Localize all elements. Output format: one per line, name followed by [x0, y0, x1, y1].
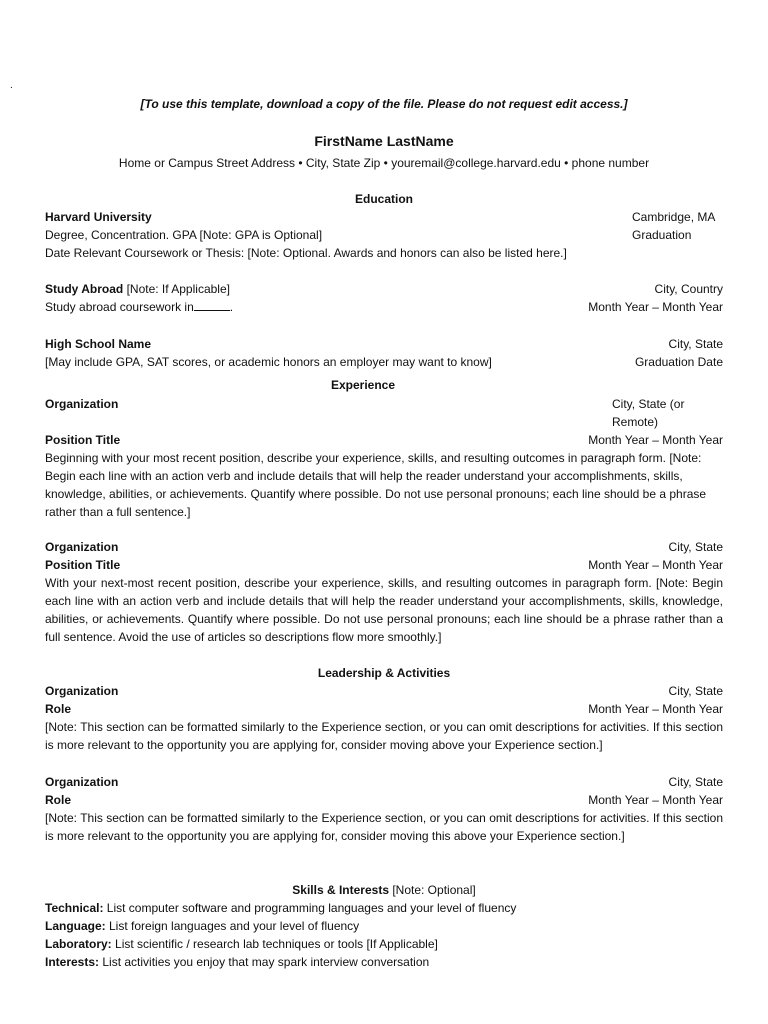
skills-text: List scientific / research lab techniques or tools [If Applicable] — [111, 937, 438, 951]
template-notice: [To use this template, download a copy of the file. Please do not request edit access.] — [140, 97, 628, 111]
experience-1-location-cont: Remote) — [612, 415, 659, 429]
experience-1-description: Beginning with your most recent position, describe your experience, skills, and resulting outcomes in paragraph form. [Note: Begin each line with an action verb and include details that will help the reader understand your accomplishments, skills, knowledge, abilities, or achievements. Quantify where possible. Do not use personal pronouns; each line should be a phrase rather than a full sentence.] — [45, 451, 707, 519]
skills-item-interests — [45, 953, 723, 971]
study-abroad-note: [Note: If Applicable] — [123, 282, 230, 296]
university-row — [45, 208, 723, 226]
leadership-1-role-row — [45, 700, 723, 718]
experience-entry-1 — [45, 395, 723, 521]
education-heading: Education — [354, 192, 413, 206]
high-school-graduation: Graduation Date — [634, 355, 723, 369]
experience-1-location: City, State (or — [612, 397, 685, 411]
leadership-1-organization: Organization — [45, 684, 119, 698]
skills-item-language — [45, 917, 723, 935]
study-abroad-period: . — [229, 300, 234, 314]
leadership-2-org-row — [45, 773, 723, 791]
skills-text: List activities you enjoy that may spark interview conversation — [99, 955, 430, 969]
skills-heading: Skills & Interests — [292, 883, 389, 897]
high-school-name: High School Name — [45, 337, 152, 351]
degree-row — [45, 226, 723, 244]
fill-in-blank — [194, 298, 230, 311]
skills-label: Technical: — [45, 901, 104, 915]
high-school-details: [May include GPA, SAT scores, or academic honors an employer may want to know] — [45, 355, 492, 369]
leadership-2-role-row — [45, 791, 723, 809]
experience-heading: Experience — [330, 378, 396, 392]
stray-mark: . — [10, 80, 13, 91]
experience-2-location: City, State — [668, 540, 723, 554]
experience-1-organization: Organization — [45, 397, 119, 411]
leadership-2-description: [Note: This section can be formatted similarly to the Experience section, or you can omit descriptions for activities. If this section is more relevant to the opportunity you are applying for, consider moving this above your Experience section.] — [45, 811, 723, 843]
education-university — [45, 208, 723, 262]
leadership-2-location: City, State — [668, 775, 723, 789]
study-abroad-name: Study Abroad — [45, 282, 124, 296]
leadership-heading: Leadership & Activities — [317, 666, 451, 680]
experience-2-description: With your next-most recent position, describe your experience, skills, and resulting outcomes in paragraph form. [Note: Begin each line with an action verb and include details that will help the reader understand your accomplishments, skills, knowledge, abilities, or achievements. Quantify where possible. Do not use personal pronouns; each line should be a phrase rather than a full sentence. Avoid the use of articles so descriptions flow more smoothly.] — [45, 576, 723, 644]
leadership-1-location: City, State — [668, 684, 723, 698]
leadership-2-dates: Month Year – Month Year — [588, 793, 723, 807]
study-abroad-dates: Month Year – Month Year — [588, 300, 723, 314]
skills-text: List foreign languages and your level of fluency — [105, 919, 360, 933]
skills-label: Interests: — [45, 955, 100, 969]
candidate-name: FirstName LastName — [314, 133, 454, 149]
study-abroad-coursework: Study abroad coursework in — [45, 300, 194, 314]
experience-2-org-row — [45, 538, 723, 556]
high-school-location: City, State — [668, 337, 723, 351]
study-abroad-location: City, Country — [654, 282, 723, 296]
high-school-row — [45, 335, 723, 353]
skills-label: Laboratory: — [45, 937, 112, 951]
study-abroad-row — [45, 280, 723, 298]
experience-entry-2 — [45, 538, 723, 646]
high-school-details-row — [45, 353, 723, 371]
university-graduation: Graduation — [632, 228, 692, 242]
degree-text: Degree, Concentration. GPA [Note: GPA is Optional] — [45, 228, 323, 242]
coursework-text: Date Relevant Coursework or Thesis: [Note: Optional. Awards and honors can also be listed here.] — [45, 246, 567, 260]
experience-2-title: Position Title — [45, 558, 121, 572]
skills-heading-line — [45, 881, 723, 899]
leadership-entry-1 — [45, 682, 723, 754]
leadership-1-description: [Note: This section can be formatted similarly to the Experience section, or you can omit descriptions for activities. If this section is more relevant to the opportunity you are applying for, consider moving above your Experience section.] — [45, 720, 723, 752]
education-high-school — [45, 335, 723, 371]
skills-item-laboratory — [45, 935, 723, 953]
education-study-abroad — [45, 280, 723, 316]
experience-1-title: Position Title — [45, 433, 121, 447]
leadership-2-organization: Organization — [45, 775, 119, 789]
experience-2-title-row — [45, 556, 723, 574]
leadership-entry-2 — [45, 773, 723, 845]
leadership-1-dates: Month Year – Month Year — [588, 702, 723, 716]
leadership-1-role: Role — [45, 702, 72, 716]
study-abroad-coursework-row — [45, 298, 723, 316]
university-name: Harvard University — [45, 210, 152, 224]
skills-list — [45, 899, 723, 971]
skills-text: List computer software and programming languages and your level of fluency — [103, 901, 517, 915]
contact-line: Home or Campus Street Address • City, State Zip • youremail@college.harvard.edu • phone number — [118, 156, 650, 170]
experience-1-title-row — [45, 431, 723, 449]
experience-1-dates: Month Year – Month Year — [588, 433, 723, 447]
skills-item-technical — [45, 899, 723, 917]
university-location: Cambridge, MA — [632, 210, 716, 224]
experience-2-dates: Month Year – Month Year — [588, 558, 723, 572]
skills-label: Language: — [45, 919, 106, 933]
experience-2-organization: Organization — [45, 540, 119, 554]
coursework-row — [45, 244, 723, 262]
resume-page — [45, 0, 723, 1024]
leadership-1-org-row — [45, 682, 723, 700]
leadership-2-role: Role — [45, 793, 72, 807]
skills-heading-note: [Note: Optional] — [389, 883, 476, 897]
